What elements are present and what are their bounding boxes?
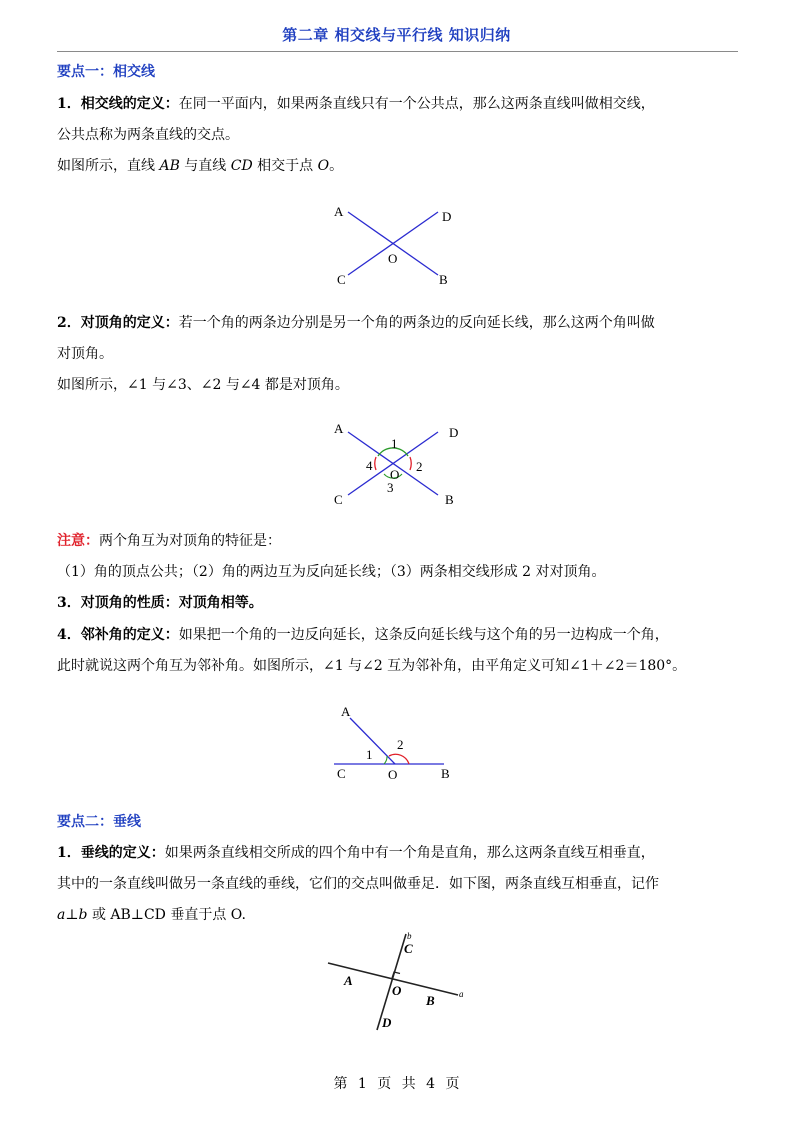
figure-adjacent-angles [320, 700, 480, 790]
fig1-caption [57, 156, 343, 176]
note-text: 两个角互为对顶角的特征是： [99, 533, 281, 549]
label-d: D [442, 209, 452, 224]
label-o: O [390, 467, 400, 482]
label-a: A [344, 973, 353, 988]
caption-part: 与直线 [179, 158, 231, 174]
def-label: 1．相交线的定义： [57, 96, 179, 112]
label-o: O [392, 983, 402, 998]
figure-perpendicular-lines [320, 928, 480, 1038]
figure-vertical-angles [320, 418, 480, 513]
label-a: A [341, 704, 351, 719]
section-2-title: 要点二：垂线 [57, 814, 141, 830]
def-intersecting-lines [57, 94, 655, 114]
label-angle-3: 3 [387, 480, 394, 495]
section-1-title: 要点一：相交线 [57, 64, 155, 80]
label-c: C [334, 492, 343, 507]
caption-part: 如图所示，直线 [57, 158, 160, 174]
label-o: O [388, 251, 398, 266]
label-b: B [441, 766, 450, 781]
label-angle-2: 2 [397, 737, 404, 752]
var-a: a [57, 907, 66, 923]
arc-angle-1 [384, 756, 387, 764]
label-a: A [334, 421, 344, 436]
label-c: C [404, 941, 413, 956]
label-angle-2: 2 [416, 459, 423, 474]
label-angle-1: 1 [391, 436, 398, 451]
caption-part: 。 [329, 158, 344, 174]
def-label: 3．对顶角的性质： [57, 595, 179, 611]
label-c: C [337, 766, 346, 781]
note-label: 注意： [57, 533, 99, 549]
arc-angle-2 [389, 754, 409, 764]
label-d: D [382, 1015, 392, 1030]
ray-oa [350, 718, 395, 764]
label-d: D [449, 425, 459, 440]
def-text: 如果两条直线相交所成的四个角中有一个角是直角，那么这两条直线互相垂直， [164, 845, 655, 861]
label-line-b: b [407, 931, 412, 941]
def-label: 2．对顶角的定义： [57, 315, 179, 331]
var-b: b [78, 907, 88, 923]
caption-cd: CD [230, 158, 253, 174]
note-detail: （1）角的顶点公共；（2）角的两边互为反向延长线；（3）两条相交线形成 2 对对顶角。 [57, 564, 606, 580]
perpendicular-notation [57, 905, 246, 925]
property-text: 对顶角相等。 [178, 595, 263, 611]
notation-text: 或 AB⊥CD 垂直于点 O. [87, 907, 246, 923]
def-text-cont: 公共点称为两条直线的交点。 [57, 127, 239, 143]
figure-intersecting-lines [320, 198, 480, 293]
page-footer: 第 1 页 共 4 页 [333, 1076, 460, 1092]
def-adjacent-angles [57, 625, 669, 645]
caption-o: O [317, 158, 330, 174]
note-line [57, 531, 281, 551]
def-label: 1．垂线的定义： [57, 845, 165, 861]
caption-part: 相交于点 [252, 158, 318, 174]
def-text: 如果把一个角的一边反向延长，这条反向延长线与这个角的另一边构成一个角， [178, 627, 669, 643]
label-angle-4: 4 [366, 458, 373, 473]
vertical-angle-property [57, 593, 263, 613]
def-vertical-angles [57, 313, 655, 333]
def-text-cont: 此时就说这两个角互为邻补角。如图所示，∠1 与∠2 互为邻补角，由平角定义可知∠1＋∠2＝180°。 [57, 658, 687, 674]
label-angle-1: 1 [366, 747, 373, 762]
label-b: B [426, 993, 435, 1008]
def-text: 若一个角的两条边分别是另一个角的两条边的反向延长线，那么这两个角叫做 [178, 315, 655, 331]
arc-angle-2 [410, 457, 411, 470]
label-b: B [439, 272, 448, 287]
def-text: 在同一平面内，如果两条直线只有一个公共点，那么这两条直线叫做相交线， [178, 96, 655, 112]
def-text-cont: 对顶角。 [57, 346, 113, 362]
arc-angle-4 [375, 457, 376, 470]
label-b: B [445, 492, 454, 507]
label-o: O [388, 767, 398, 782]
header-divider [57, 51, 738, 52]
perp-symbol: ⊥ [65, 907, 79, 923]
page-header-title: 第二章 相交线与平行线 知识归纳 [282, 26, 511, 44]
def-text-cont: 其中的一条直线叫做另一条直线的垂线，它们的交点叫做垂足．如下图，两条直线互相垂直，记作 [57, 876, 659, 892]
label-c: C [337, 272, 346, 287]
def-perpendicular [57, 843, 655, 863]
label-line-a: a [459, 989, 464, 999]
fig2-caption: 如图所示，∠1 与∠3、∠2 与∠4 都是对顶角。 [57, 377, 349, 393]
label-a: A [334, 204, 344, 219]
caption-ab: AB [159, 158, 180, 174]
def-label: 4．邻补角的定义： [57, 627, 179, 643]
